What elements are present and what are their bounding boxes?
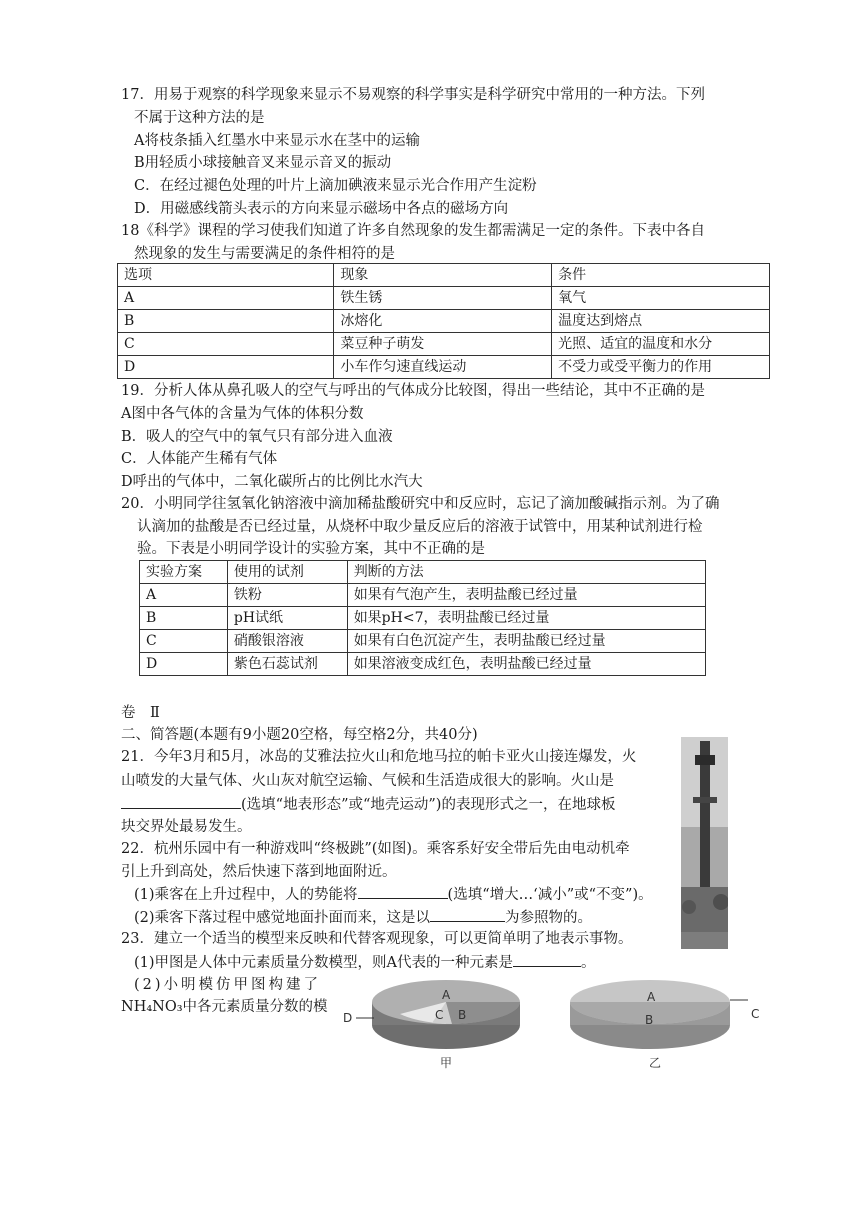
- figure-yi-label-c: C: [751, 1007, 760, 1021]
- q17-option-d: D．用磁感线箭头表示的方向来显示磁场中各点的磁场方向: [134, 201, 509, 217]
- q23-sub1: [134, 952, 596, 973]
- table-cell: 温度达到熔点: [552, 310, 770, 333]
- table-row: [118, 310, 770, 333]
- table-row: [140, 630, 706, 653]
- table-header-cell: 条件: [552, 264, 770, 287]
- q21-answer-blank[interactable]: [121, 794, 241, 809]
- q22-sub2-answer-blank[interactable]: [430, 907, 505, 922]
- table-header-cell: 选项: [118, 264, 334, 287]
- figure-jia-label-d: D: [343, 1011, 353, 1025]
- tower-ride-photo: [681, 737, 728, 949]
- q19-option-b: B．吸人的空气中的氧气只有部分进入血液: [121, 429, 393, 445]
- q22-sub1-text: (1)乘客在上升过程中，人的势能将: [134, 887, 358, 903]
- table-header-cell: 判断的方法: [347, 561, 705, 584]
- figure-yi-label-a: A: [647, 990, 656, 1004]
- q17-option-c: C．在经过褪色处理的叶片上滴加碘液来显示光合作用产生淀粉: [134, 178, 537, 194]
- q17-stem-line2: 不属于这种方法的是: [134, 110, 265, 126]
- q19-option-c: C．人体能产生稀有气体: [121, 451, 278, 467]
- table-row: [118, 287, 770, 310]
- q23-line1: 23．建立一个适当的模型来反映和代替客观现象，可以更简单明了地表示事物。: [121, 931, 633, 947]
- table-row: [140, 653, 706, 676]
- q21-line1: 21．今年3月和5月，冰岛的艾雅法拉火山和危地马拉的帕卡亚火山接连爆发，火: [121, 749, 637, 765]
- q23-sub2-line1: (2)小明模仿甲图构建了: [134, 977, 322, 993]
- table-cell: B: [140, 607, 228, 630]
- table-cell: 氧气: [552, 287, 770, 310]
- table-cell: 不受力或受平衡力的作用: [552, 356, 770, 379]
- table-cell: C: [118, 333, 334, 356]
- table-row: [140, 584, 706, 607]
- table-row: [118, 333, 770, 356]
- q20-stem-line1: 20．小明同学往氢氧化钠溶液中滴加稀盐酸研究中和反应时，忘记了滴加酸碱指示剂。为了确: [121, 496, 720, 512]
- q23-sub1-answer-blank[interactable]: [513, 952, 581, 967]
- table-cell: 如果有白色沉淀产生，表明盐酸已经过量: [347, 630, 705, 653]
- q23-sub2-line2: NH₄NO₃中各元素质量分数的模: [121, 999, 328, 1015]
- q21-line4: 块交界处最易发生。: [121, 819, 252, 835]
- figure-yi-caption: 乙: [649, 1056, 662, 1070]
- table-cell: 菜豆种子萌发: [334, 333, 552, 356]
- figure-yi-label-b: B: [645, 1013, 654, 1027]
- q23-sub1-text-after: 。: [581, 955, 596, 971]
- table-cell: A: [118, 287, 334, 310]
- q23-sub1-text: (1)甲图是人体中元素质量分数模型，则A代表的一种元素是: [134, 955, 514, 971]
- table-cell: D: [118, 356, 334, 379]
- table-cell: pH试纸: [227, 607, 347, 630]
- table-cell: 小车作匀速直线运动: [334, 356, 552, 379]
- q19-option-a: A图中各气体的含量为气体的体积分数: [121, 406, 364, 422]
- q21-line3: [121, 794, 615, 815]
- table-cell: D: [140, 653, 228, 676]
- q20-stem-line3: 验。下表是小明同学设计的实验方案，其中不正确的是: [137, 541, 485, 557]
- table-cell: 冰熔化: [334, 310, 552, 333]
- table-cell: 铁生锈: [334, 287, 552, 310]
- table-header-row: [118, 264, 770, 287]
- table-cell: 光照、适宜的温度和水分: [552, 333, 770, 356]
- q17-option-a: A将枝条插入红墨水中来显示水在茎中的运输: [134, 133, 420, 149]
- table-cell: 如果有气泡产生，表明盐酸已经过量: [347, 584, 705, 607]
- table-row: [118, 356, 770, 379]
- figure-jia-label-c: C: [435, 1008, 444, 1022]
- q22-sub1-answer-blank[interactable]: [358, 884, 448, 899]
- table-header-cell: 实验方案: [140, 561, 228, 584]
- q18-stem-line1: 18《科学》课程的学习使我们知道了许多自然现象的发生都需满足一定的条件。下表中各自: [121, 223, 705, 239]
- q22-sub1-text-after: (选填“增大…‘减小”或“不变”)。: [447, 887, 653, 903]
- table-header-cell: 使用的试剂: [227, 561, 347, 584]
- q19-option-d: D呼出的气体中，二氧化碳所占的比例比水汽大: [121, 474, 423, 490]
- table-cell: 铁粉: [227, 584, 347, 607]
- tower-illustration: [681, 737, 728, 949]
- table-cell: C: [140, 630, 228, 653]
- table-cell: A: [140, 584, 228, 607]
- q18-table: [117, 263, 770, 379]
- q20-stem-line2: 认滴加的盐酸是否已经过量，从烧杯中取少量反应后的溶液于试管中，用某种试剂进行检: [137, 519, 703, 535]
- table-row: [140, 607, 706, 630]
- table-cell: 如果溶液变成红色，表明盐酸已经过量: [347, 653, 705, 676]
- q22-sub2-text-after: 为参照物的。: [505, 910, 593, 926]
- figure-jia-label-a: A: [442, 988, 451, 1002]
- table-cell: 硝酸银溶液: [227, 630, 347, 653]
- q17-option-b: B用轻质小球接触音叉来显示音叉的振动: [134, 155, 392, 171]
- figure-jia-caption: 甲: [440, 1056, 453, 1070]
- section-title: 二、简答题(本题有9小题20空格，每空格2分，共40分): [121, 727, 478, 743]
- q17-stem-line1: 17．用易于观察的科学现象来显示不易观察的科学事实是科学研究中常用的一种方法。下列: [121, 87, 705, 103]
- table-cell: 如果pH<7，表明盐酸已经过量: [347, 607, 705, 630]
- volume-heading: 卷 Ⅱ: [121, 705, 160, 721]
- q22-sub2-text: (2)乘客下落过程中感觉地面扑面而来，这是以: [134, 910, 431, 926]
- table-header-cell: 现象: [334, 264, 552, 287]
- table-cell: B: [118, 310, 334, 333]
- q21-line3-text: (选填“地表形态”或“地壳运动”)的表现形式之一，在地球板: [241, 797, 616, 813]
- figure-jia-label-b: B: [458, 1008, 467, 1022]
- q22-line1: 22．杭州乐园中有一种游戏叫“终极跳”(如图)。乘客系好安全带后先由电动机牵: [121, 841, 630, 857]
- q18-stem-line2: 然现象的发生与需要满足的条件相符的是: [134, 246, 395, 262]
- q22-sub2: [134, 907, 592, 928]
- q20-table: [139, 560, 706, 676]
- table-cell: 紫色石蕊试剂: [227, 653, 347, 676]
- table-header-row: [140, 561, 706, 584]
- q21-line2: 山喷发的大量气体、火山灰对航空运输、气候和生活造成很大的影响。火山是: [121, 773, 614, 789]
- q19-stem: 19．分析人体从鼻孔吸人的空气与呼出的气体成分比较图，得出一些结论，其中不正确的是: [121, 383, 705, 399]
- q22-line2: 引上升到高处，然后快速下落到地面附近。: [121, 864, 397, 880]
- q22-sub1: [134, 884, 653, 905]
